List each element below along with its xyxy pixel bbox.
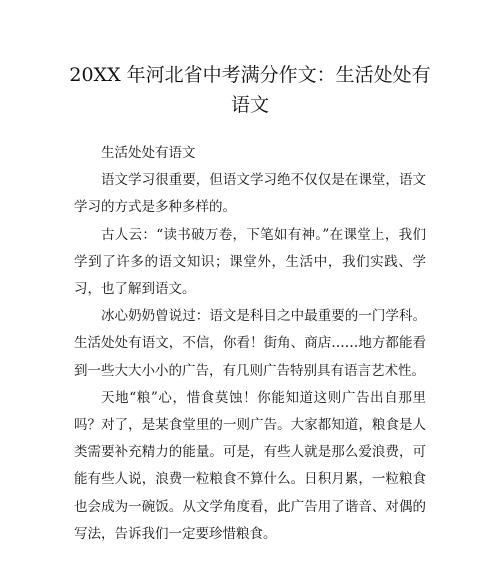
paragraph-2: 古人云：“读书破万卷，下笔如有神。”在课堂上，我们学到了许多的语文知识；课堂外，生活中，我们实践、学习，也了解到语文。: [74, 226, 426, 298]
essay-subtitle: 生活处处有语文: [101, 145, 196, 161]
paragraph-4: 天地“粮”心，惜食莫蚀！你能知道这则广告出自那里吗？对了，是某食堂里的一则广告。大家都知道，粮食是人类需要补充精力的能量。可是，有些人就是那么爱浪费，可能有些人说，浪费一粒粮食不算什么。日积月累，一粒粮食也会成为一碗饭。从文学角度看，此广告用了谐音、对偶的写法，告诉我们一定要珍惜粮食。: [74, 389, 426, 542]
paragraph-1: 语文学习很重要，但语文学习绝不仅仅是在课堂，语文学习的方式是多种多样的。: [74, 172, 426, 216]
document-title-line-2: 语文: [230, 94, 269, 116]
document-body: [74, 140, 426, 548]
document-title-line-1: 20XX 年河北省中考满分作文：生活处处有: [69, 64, 431, 86]
paragraph-3: 冰心奶奶曾说过：语文是科目之中最重要的一门学科。生活处处有语文，不信，你看！街角、商店……地方都能看到一些大大小小的广告，有几则广告特别具有语言艺术性。: [74, 308, 426, 379]
document-title: [60, 60, 440, 120]
